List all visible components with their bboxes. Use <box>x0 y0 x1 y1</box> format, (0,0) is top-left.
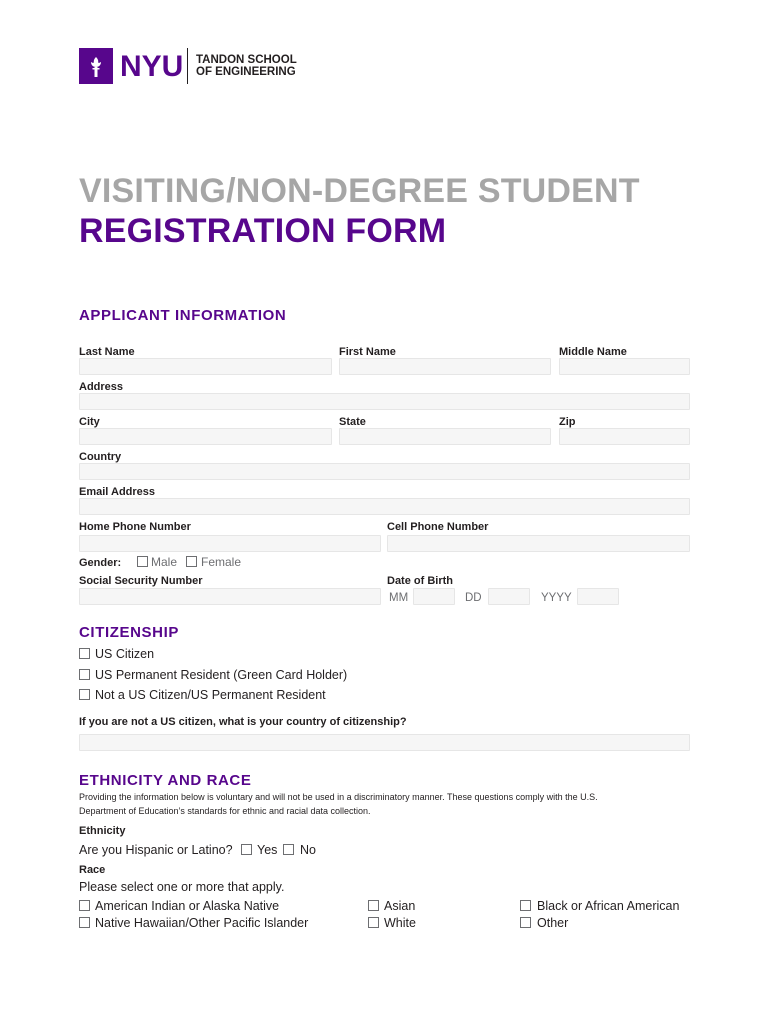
race-option-label: Other <box>537 916 569 930</box>
middle-name-label: Middle Name <box>559 346 627 358</box>
nyu-wordmark: NYU <box>120 50 184 83</box>
gender-male-label: Male <box>151 555 178 569</box>
cell-phone-label: Cell Phone Number <box>387 521 489 533</box>
state-field[interactable] <box>339 428 551 445</box>
hispanic-no-label: No <box>300 843 316 857</box>
race-pacific-islander-checkbox[interactable] <box>79 917 90 928</box>
city-label: City <box>79 416 100 428</box>
nyu-torch-logo <box>79 48 113 84</box>
home-phone-field[interactable] <box>79 535 381 552</box>
country-field[interactable] <box>79 463 690 480</box>
hispanic-yes-label: Yes <box>257 843 278 857</box>
race-option-label: White <box>384 916 416 930</box>
zip-label: Zip <box>559 416 576 428</box>
country-of-citizenship-label: If you are not a US citizen, what is your country of citizenship? <box>79 716 407 728</box>
race-other-checkbox[interactable] <box>520 917 531 928</box>
first-name-field[interactable] <box>339 358 551 375</box>
citizenship-option-label: US Permanent Resident (Green Card Holder) <box>95 668 348 682</box>
zip-field[interactable] <box>559 428 690 445</box>
cell-phone-field[interactable] <box>387 535 690 552</box>
ethnicity-disclaimer-line2: Department of Education’s standards for ethnic and racial data collection. <box>79 806 371 816</box>
race-black-checkbox[interactable] <box>520 900 531 911</box>
race-instruction: Please select one or more that apply. <box>79 880 285 894</box>
page-title-line1: VISITING/NON-DEGREE STUDENT <box>79 172 640 210</box>
gender-label: Gender: <box>79 557 122 569</box>
dob-label: Date of Birth <box>387 575 453 587</box>
ssn-label: Social Security Number <box>79 575 203 587</box>
ssn-field[interactable] <box>79 588 381 605</box>
address-label: Address <box>79 381 124 393</box>
citizenship-option-label: Not a US Citizen/US Permanent Resident <box>95 688 326 702</box>
citizenship-section-heading: CITIZENSHIP <box>79 624 179 641</box>
hispanic-no-checkbox[interactable] <box>283 844 294 855</box>
dob-yyyy-label: YYYY <box>541 592 572 604</box>
ethnicity-label: Ethnicity <box>79 825 126 837</box>
race-option-label: American Indian or Alaska Native <box>95 899 280 913</box>
citizenship-option-label: US Citizen <box>95 647 155 661</box>
email-label: Email Address <box>79 486 156 498</box>
gender-female-checkbox[interactable] <box>186 556 197 567</box>
dob-mm-label: MM <box>389 592 409 604</box>
page-title-line2: REGISTRATION FORM <box>79 212 447 250</box>
logo-divider <box>187 48 188 84</box>
gender-female-label: Female <box>201 555 242 569</box>
middle-name-field[interactable] <box>559 358 690 375</box>
last-name-field[interactable] <box>79 358 332 375</box>
hispanic-yes-checkbox[interactable] <box>241 844 252 855</box>
dob-yyyy-field[interactable] <box>577 588 619 605</box>
address-field[interactable] <box>79 393 690 410</box>
applicant-section-heading: APPLICANT INFORMATION <box>79 307 287 324</box>
email-field[interactable] <box>79 498 690 515</box>
home-phone-label: Home Phone Number <box>79 521 191 533</box>
race-option-label: Asian <box>384 899 416 913</box>
ethnicity-section-heading: ETHNICITY AND RACE <box>79 772 252 789</box>
race-option-label: Native Hawaiian/Other Pacific Islander <box>95 916 309 930</box>
dob-dd-label: DD <box>465 592 482 604</box>
race-label: Race <box>79 864 106 876</box>
ethnicity-disclaimer-line1: Providing the information below is voluntary and will not be used in a discriminatory manner. These questions comply with the U.S. <box>79 792 598 802</box>
torch-icon <box>79 48 113 84</box>
school-name-line1: TANDON SCHOOL <box>196 54 297 66</box>
last-name-label: Last Name <box>79 346 135 358</box>
dob-mm-field[interactable] <box>413 588 455 605</box>
race-american-indian-checkbox[interactable] <box>79 900 90 911</box>
dob-dd-field[interactable] <box>488 588 530 605</box>
school-name <box>196 54 297 78</box>
country-label: Country <box>79 451 122 463</box>
hispanic-question: Are you Hispanic or Latino? <box>79 843 233 857</box>
race-asian-checkbox[interactable] <box>368 900 379 911</box>
citizenship-us-citizen-checkbox[interactable] <box>79 648 90 659</box>
citizenship-permanent-resident-checkbox[interactable] <box>79 669 90 680</box>
race-option-label: Black or African American <box>537 899 680 913</box>
first-name-label: First Name <box>339 346 396 358</box>
race-white-checkbox[interactable] <box>368 917 379 928</box>
country-of-citizenship-field[interactable] <box>79 734 690 751</box>
school-name-line2: OF ENGINEERING <box>196 66 296 78</box>
gender-male-checkbox[interactable] <box>137 556 148 567</box>
city-field[interactable] <box>79 428 332 445</box>
state-label: State <box>339 416 366 428</box>
citizenship-not-us-checkbox[interactable] <box>79 689 90 700</box>
